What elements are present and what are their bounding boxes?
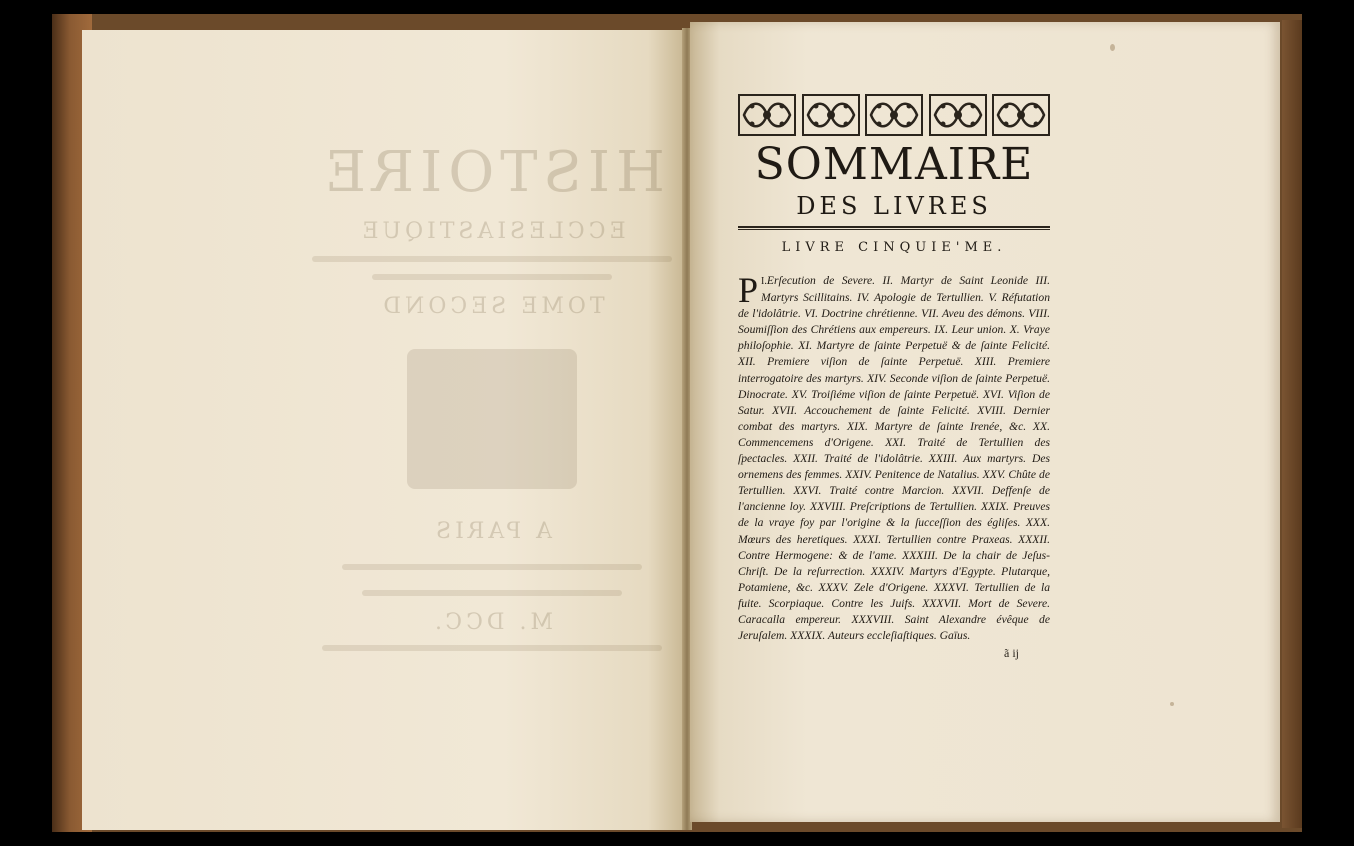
summary-body: [738, 270, 1050, 644]
title-rule: [738, 226, 1050, 230]
summary-content: [738, 94, 1050, 644]
drop-cap: P: [738, 270, 759, 310]
bleed-through-title-page: HISTOIRE ECCLESIASTIQUE TOME SECOND A PARIS M. DCC.: [282, 130, 702, 750]
summary-text: Erſecution de Severe. II. Martyr de Saint Leonide III. Martyrs Scillitains. IV. Apologie de Tertullien. V. Réfutation de l'idolâtrie. VI. Doctrine chrétienne. VII. Aveu des démons. VIII. Soumiſſion des Chrétiens aux empereurs. IX. Leur union. X. Vraye philoſophie. XI. Martyre de ſainte Perpetuë & de ſainte Felicité. XII. Premiere viſion de ſainte Perpetuë. XIII. Premiere interrogatoire des martyrs. XIV. Seconde viſion de ſainte Perpetuë. Dinocrate. XV. Troiſiéme viſion de ſainte Perpetuë. XVI. Viſion de Satur. XVII. Accouchement de ſainte Felicité. XVIII. Dernier combat des martyrs. XIX. Martyre de ſainte Irenée, &c. XX. Commencemens d'Origene. XXI. Traité de Tertullien des ſpectacles. XXII. Traité de l'idolâtrie. XXIII. Aux martyrs. Des ornemens des femmes. XXIV. Penitence de Natalius. XXV. Chûte de Tertullien. XXVI. Traité contre Marcion. XXVII. Deffenſe de l'ancienne loy. XXVIII. Preſcriptions de Tertullien. XXIX. Preuves de la vraye foy par l'origine & la ſucceſſion des égliſes. XXX. Mœurs des heretiques. XXXI. Tertullien contre Praxeas. XXXII. Contre Hermogene: & de l'ame. XXXIII. De la chair de Jeſus-Chriſt. De la reſurrection. XXXIV. Martyrs d'Egypte. Plutarque, Potamiene, &c. XXXV. Zele d'Origene. XXXVI. Tertullien de la fuite. Scorpiaque. Contre les Juifs. XXXVII. Mort de Severe. Caracalla empereur. XXXVIII. Saint Alexandre évêque de Jeruſalem. XXXIX. Auteurs eccleſiaſtiques. Gaïus.: [738, 274, 1050, 643]
foxing-spot: [1110, 44, 1115, 51]
ornamental-headband: [738, 94, 1050, 136]
ornament-icon: [865, 94, 923, 136]
ornament-icon: [929, 94, 987, 136]
ornament-icon: [738, 94, 796, 136]
left-page: [82, 30, 684, 830]
page-subtitle: DES LIVRES: [796, 192, 992, 220]
page-title: SOMMAIRE: [754, 139, 1034, 190]
book-heading: LIVRE CINQUIE'ME.: [781, 240, 1007, 255]
first-numeral: I.: [761, 276, 767, 287]
ornament-icon: [992, 94, 1050, 136]
ornament-icon: [802, 94, 860, 136]
foxing-spot: [1170, 702, 1174, 706]
signature-mark: ã ij: [1004, 646, 1019, 660]
right-cover-edge: [1282, 20, 1302, 828]
